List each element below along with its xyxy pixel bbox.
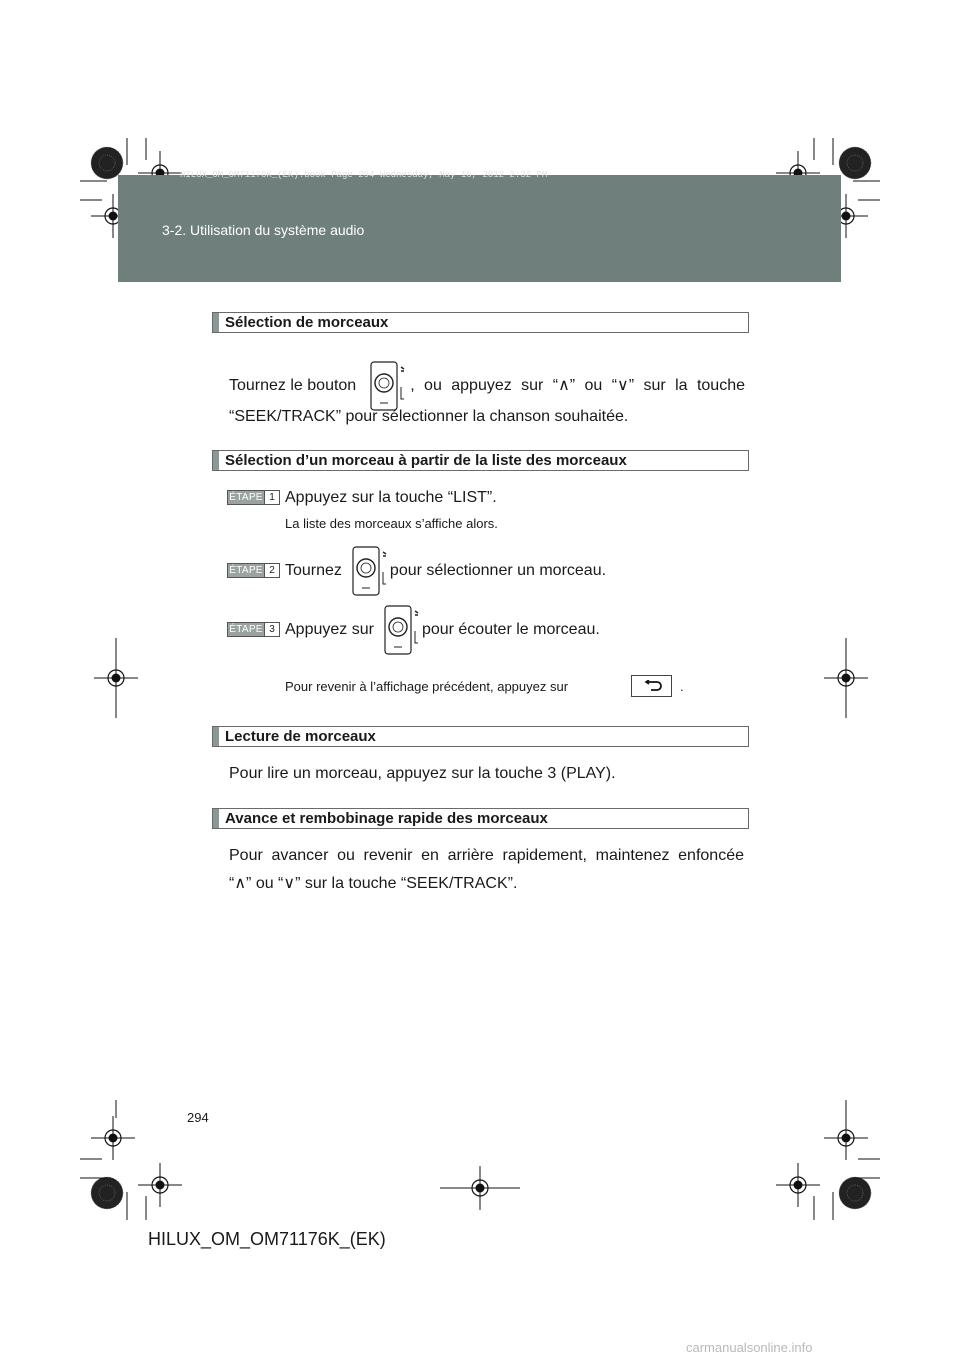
step-number: 2 — [264, 564, 279, 577]
section-title: Avance et rembobinage rapide des morceaux — [225, 810, 548, 827]
step-badge — [227, 563, 280, 578]
registration-star-icon — [839, 1177, 871, 1209]
step-number: 3 — [264, 623, 279, 636]
print-info: HILUX_OM_OM71176K_(EK).book Page 294 Wednesday, May 16, 2012 2:32 PM — [180, 170, 548, 180]
step-label: ÉTAPE — [229, 492, 263, 503]
step-note: La liste des morceaux s’affiche alors. — [285, 516, 498, 531]
footer-code: HILUX_OM_OM71176K_(EK) — [148, 1229, 386, 1249]
paragraph-line: Pour lire un morceau, appuyez sur la touche 3 (PLAY). — [229, 765, 616, 782]
section-title-bar — [212, 808, 749, 829]
crop-registration-mark-icon — [91, 1116, 135, 1160]
step-label: ÉTAPE — [229, 624, 263, 635]
registration-star-icon — [839, 147, 871, 179]
step-badge — [227, 622, 280, 637]
paragraph-text: , ou appuyez sur “∧” ou “∨” sur la touche — [410, 377, 745, 394]
section-title-bar — [212, 312, 749, 333]
section-label: 3-2. Utilisation du système audio — [162, 222, 365, 238]
step-number: 1 — [264, 491, 279, 504]
crop-registration-mark-icon — [138, 1163, 182, 1207]
section-title: Sélection d’un morceau à partir de la liste des morceaux — [225, 452, 627, 469]
paragraph-line: Pour avancer ou revenir en arrière rapidement, maintenez enfoncée — [229, 847, 744, 864]
step-label: ÉTAPE — [229, 565, 263, 576]
return-arrow-icon — [642, 680, 662, 692]
paragraph-line: “∧” ou “∨” sur la touche “SEEK/TRACK”. — [229, 875, 518, 892]
registration-star-icon — [91, 1177, 123, 1209]
watermark: carmanualsonline.info — [686, 1340, 813, 1355]
step-line — [285, 605, 600, 655]
crop-registration-mark-icon — [824, 1116, 868, 1160]
step-text: pour sélectionner un morceau. — [389, 562, 607, 579]
section-title: Lecture de morceaux — [225, 728, 376, 745]
return-note: Pour revenir à l’affichage précédent, appuyez sur — [285, 679, 569, 694]
step-line — [285, 546, 606, 596]
paragraph-text: Tournez le bouton — [229, 377, 357, 394]
section-title-bar — [212, 450, 749, 471]
page-number: 294 — [187, 1110, 209, 1125]
step-text: Appuyez sur — [285, 621, 374, 638]
tune-knob-icon — [384, 605, 420, 655]
return-note-end: . — [680, 679, 684, 694]
section-title-bar — [212, 726, 749, 747]
back-button-graphic — [631, 675, 672, 697]
crop-registration-mark-icon — [776, 1163, 820, 1207]
step-badge — [227, 490, 280, 505]
step-text: pour écouter le morceau. — [421, 621, 600, 638]
section-title: Sélection de morceaux — [225, 314, 389, 331]
paragraph-line: “SEEK/TRACK” pour sélectionner la chanson souhaitée. — [229, 408, 629, 425]
tune-knob-icon — [352, 546, 388, 596]
step-text: Tournez — [285, 562, 342, 579]
step-text: Appuyez sur la touche “LIST”. — [285, 489, 497, 506]
